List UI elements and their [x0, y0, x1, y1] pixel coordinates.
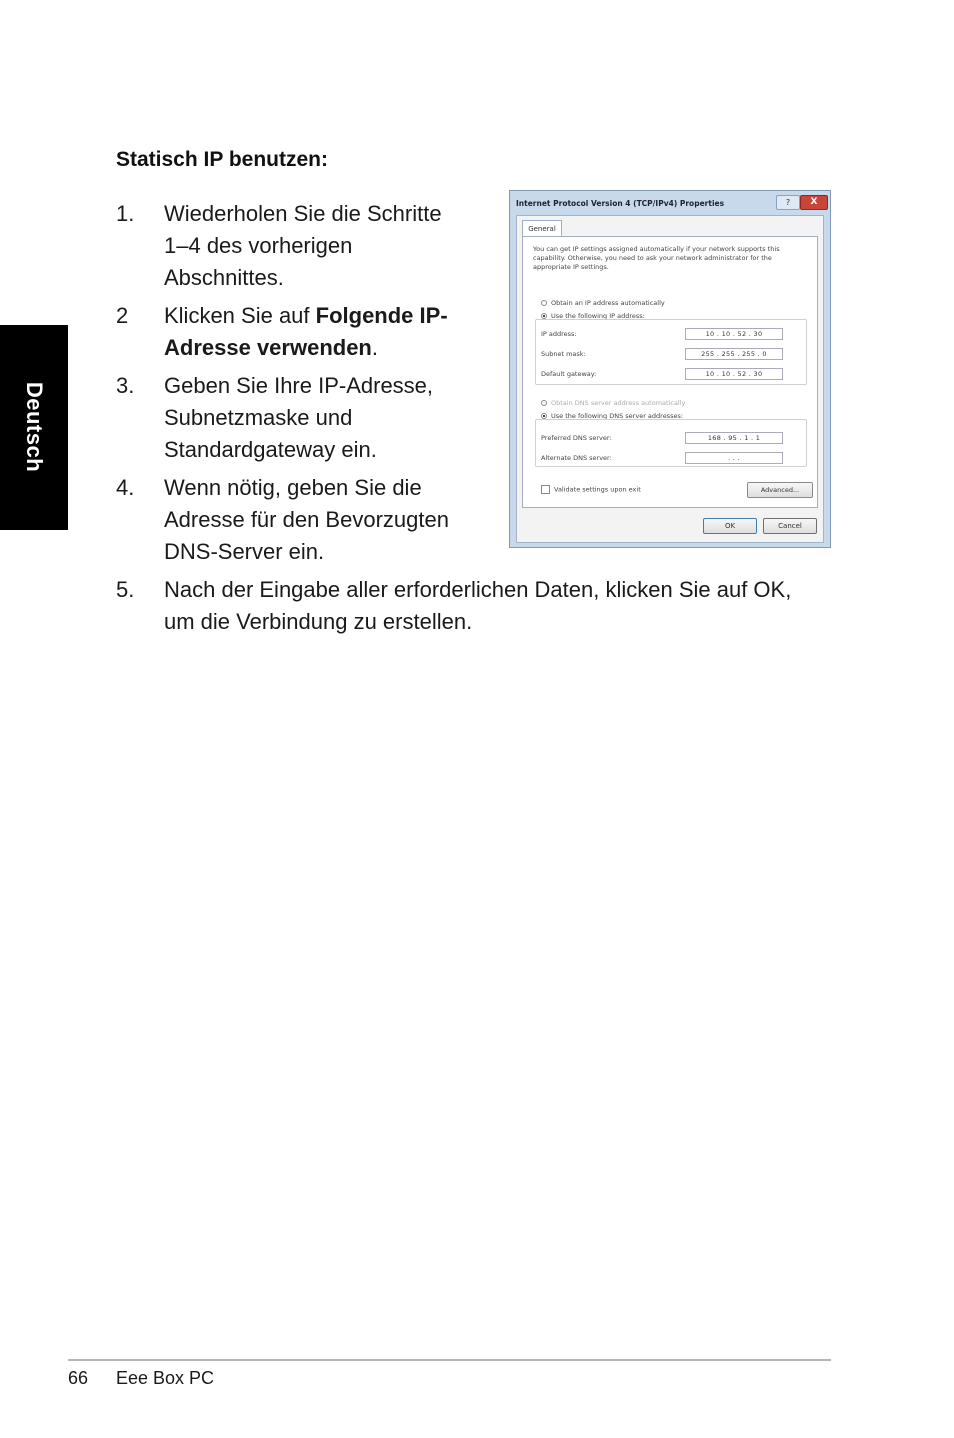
cancel-button[interactable]: Cancel [763, 518, 817, 534]
dialog-title: Internet Protocol Version 4 (TCP/IPv4) Properties [516, 199, 725, 208]
ok-button[interactable]: OK [703, 518, 757, 534]
step-text: . [371, 335, 378, 360]
step-line: DNS-Server ein. [164, 539, 325, 564]
ip-address-label: IP address: [541, 330, 577, 338]
step-line: Subnetzmaske und [164, 405, 353, 430]
ip-address-input[interactable]: 10 . 10 . 52 . 30 [685, 328, 783, 340]
advanced-button[interactable]: Advanced... [747, 482, 813, 498]
dialog-body [516, 215, 824, 543]
dialog-description: You can get IP settings assigned automatically if your network supports this capability. Otherwise, you need to ask your network administrator for the appropriate IP settings. [533, 245, 780, 271]
step-line: Adresse für den Bevorzugten [164, 507, 449, 532]
radio-icon [541, 300, 547, 306]
step-line: Wiederholen Sie die Schritte [164, 201, 442, 226]
radio-obtain-ip-auto[interactable] [541, 299, 665, 307]
step-number: 2 [116, 303, 129, 328]
radio-obtain-dns-auto[interactable] [541, 399, 685, 407]
step-line: um die Verbindung zu erstellen. [164, 609, 473, 634]
language-tab [0, 325, 68, 530]
general-panel [522, 236, 818, 508]
default-gateway-label: Default gateway: [541, 370, 597, 378]
step-number: 3. [116, 373, 135, 398]
radio-label: Obtain DNS server address automatically [551, 399, 686, 407]
step-line: Geben Sie Ihre IP-Adresse, [164, 373, 434, 398]
language-tab-label: Deutsch [22, 381, 47, 473]
step-bold-text: Folgende IP- [315, 303, 448, 328]
radio-label: Obtain an IP address automatically [551, 299, 665, 307]
alternate-dns-input[interactable]: . . . [685, 452, 783, 464]
footer-divider [68, 1359, 831, 1361]
step-line: Abschnittes. [164, 265, 284, 290]
subnet-mask-input[interactable]: 255 . 255 . 255 . 0 [685, 348, 783, 360]
step-bold-text: Adresse verwenden [164, 335, 372, 360]
step-line: Standardgateway ein. [164, 437, 377, 462]
preferred-dns-input[interactable]: 168 . 95 . 1 . 1 [685, 432, 783, 444]
default-gateway-input[interactable]: 10 . 10 . 52 . 30 [685, 368, 783, 380]
checkbox-icon [541, 485, 550, 494]
radio-label: Use the following IP address: [551, 312, 645, 320]
tab-general[interactable]: General [522, 220, 562, 237]
step-text: Klicken Sie auf [164, 303, 316, 328]
preferred-dns-label: Preferred DNS server: [541, 434, 612, 442]
step-number: 5. [116, 577, 135, 602]
tcpip-properties-dialog [509, 190, 831, 548]
footer-title: Eee Box PC [116, 1368, 215, 1388]
close-button[interactable]: X [800, 195, 828, 210]
step-line: 1–4 des vorherigen [164, 233, 353, 258]
checkbox-label: Validate settings upon exit [554, 485, 641, 494]
page-number: 66 [68, 1368, 89, 1388]
radio-icon [541, 400, 547, 406]
step-line: Nach der Eingabe aller erforderlichen Daten, klicken Sie auf OK, [164, 577, 792, 602]
step-number: 1. [116, 201, 135, 226]
validate-settings-checkbox[interactable] [541, 485, 641, 494]
section-heading: Statisch IP benutzen: [116, 148, 328, 171]
radio-label: Use the following DNS server addresses: [551, 412, 684, 420]
alternate-dns-label: Alternate DNS server: [541, 454, 612, 462]
subnet-mask-label: Subnet mask: [541, 350, 586, 358]
step-line: Wenn nötig, geben Sie die [164, 475, 422, 500]
help-button[interactable]: ? [776, 195, 800, 210]
step-number: 4. [116, 475, 135, 500]
